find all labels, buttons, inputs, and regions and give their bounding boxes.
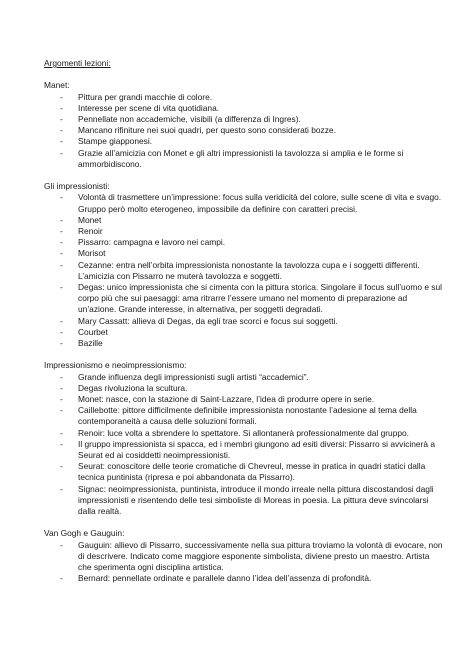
list-item-text: Bernard: pennellate ordinate e parallele danno l’idea dell’assenza di profondità. — [78, 573, 372, 584]
bullet-dash: - — [60, 427, 63, 438]
list-item-text: Pittura per grandi macchie di colore. — [78, 91, 213, 102]
bullet-list — [44, 372, 444, 518]
section-title: Manet: — [44, 80, 70, 91]
bullet-dash: - — [60, 539, 63, 550]
list-item-text: Renoir — [78, 226, 103, 237]
list-item-text: Monet — [78, 214, 102, 225]
section — [44, 80, 444, 170]
list-item — [44, 338, 444, 349]
list-item — [44, 461, 444, 483]
bullet-dash: - — [60, 91, 63, 102]
list-item-text: Interesse per scene di vita quotidiana. — [78, 102, 220, 113]
section-title: Van Gogh e Gauguin: — [44, 528, 125, 539]
list-item-text: Pennellate non accademiche, visibili (a differenza di Ingres). — [78, 114, 301, 124]
list-item — [44, 226, 444, 237]
section-title: Impressionismo e neoimpressionismo: — [44, 360, 187, 371]
bullet-dash: - — [60, 259, 63, 270]
bullet-dash: - — [60, 136, 63, 147]
bullet-dash: - — [60, 326, 63, 337]
list-item — [44, 540, 444, 574]
list-item-text: Volontà di trasmettere un’impressione: focus sulla veridicità del colore, sulle scene di vita e svago. Gruppo però molto eterogeneo, impossibile da definire con caratteri precisi. — [78, 192, 442, 214]
document-page — [44, 58, 444, 596]
bullet-list — [44, 540, 444, 585]
bullet-dash: - — [60, 405, 63, 416]
list-item — [44, 282, 444, 316]
list-item-text: Seurat: conoscitore delle teorie cromatiche di Chevreul, messe in pratica in quadri statici dalla tecnica puntinista (ripresa e poi abbandonata da Pissarro). — [78, 461, 426, 483]
bullet-dash: - — [60, 237, 63, 248]
list-item — [44, 92, 444, 103]
list-item-text: Bazille — [78, 338, 103, 349]
bullet-dash: - — [60, 114, 63, 124]
list-item — [44, 573, 444, 584]
bullet-dash: - — [60, 394, 63, 405]
list-item — [44, 394, 444, 405]
list-item — [44, 260, 444, 282]
list-item — [44, 237, 444, 248]
list-item — [44, 215, 444, 226]
list-item — [44, 103, 444, 114]
list-item — [44, 484, 444, 518]
bullet-dash: - — [60, 226, 63, 237]
document-heading: Argomenti lezioni: — [44, 58, 111, 68]
list-item — [44, 148, 444, 170]
list-item — [44, 405, 444, 427]
list-item-text: Mancano rifiniture nei suoi quadri, per questo sono considerati bozze. — [78, 125, 336, 136]
bullet-dash: - — [60, 338, 63, 349]
list-item — [44, 125, 444, 136]
list-item-text: Courbet — [78, 326, 108, 337]
list-item-text: Gauguin: allievo di Pissarro, successivamente nella sua pittura troviamo la volontà di evocare, non di descrivere. Indicato come maggiore esponente simbolista, diviene presto un maestro. Artista che sperimenta ogni disciplina artistica. — [78, 539, 443, 573]
list-item-text: Cezanne: entra nell’orbita impressionista nonostante la tavolozza cupa e i soggetti differenti. L’amicizia con Pissarro ne muterà tavolozza e soggetti. — [78, 259, 420, 281]
list-item-text: Renoir: luce volta a sbrendere lo spettatore. Si allontanerà professionalmente dal gruppo. — [78, 427, 410, 438]
list-item — [44, 248, 444, 259]
list-item-text: Degas: unico impressionista che si cimenta con la pittura storica. Singolare il focus sull’uomo e sul corpo più che sui paesaggi: ama ritrarre l’essere umano nel momento di preparazione ad un’azione. Grande interesse, in alternativa, per soggetti degradati. — [78, 282, 443, 315]
list-item — [44, 136, 444, 147]
list-item — [44, 192, 444, 214]
bullet-dash: - — [60, 248, 63, 259]
section — [44, 528, 444, 584]
sections-container — [44, 80, 444, 584]
list-item-text: Caillebotte: pittore difficilmente definibile impressionista nonostante l’adesione al tema della contemporaneità a causa delle soluzioni formali. — [78, 405, 417, 427]
bullet-dash: - — [60, 573, 63, 584]
list-item-text: Mary Cassatt: allieva di Degas, da egli trae scorci e focus sui soggetti. — [78, 315, 338, 326]
list-item-text: Grande influenza degli impressionisti sugli artisti “accademici”. — [78, 371, 309, 382]
section-title: Gli impressionisti: — [44, 181, 110, 192]
list-item-text: Grazie all’amicizia con Monet e gli altri impressionisti la tavolozza si amplia e le forme si ammorbidiscono. — [78, 147, 404, 169]
bullet-dash: - — [60, 102, 63, 113]
list-item-text: Stampe giapponesi. — [78, 136, 153, 147]
list-item — [44, 372, 444, 383]
bullet-dash: - — [60, 438, 63, 449]
bullet-dash: - — [60, 315, 63, 326]
list-item-text: Morisot — [78, 248, 106, 259]
bullet-dash: - — [60, 125, 63, 136]
list-item-text: Il gruppo impressionista si spacca, ed i membri giungono ad esiti diversi: Pissarro si avvicinerà a Seurat ed ai cosiddetti neoimpressionisti. — [78, 438, 436, 461]
bullet-list — [44, 192, 444, 349]
list-item — [44, 383, 444, 394]
bullet-dash: - — [60, 147, 63, 158]
list-item — [44, 428, 444, 439]
bullet-dash: - — [60, 382, 63, 393]
list-item-text: Monet: nasce, con la stazione di Saint-Lazzare, l’idea di produrre opere in serie. — [78, 394, 375, 405]
list-item — [44, 114, 444, 125]
bullet-dash: - — [60, 483, 63, 494]
list-item — [44, 316, 444, 327]
bullet-dash: - — [60, 371, 63, 382]
list-item — [44, 439, 444, 461]
bullet-dash: - — [60, 192, 63, 203]
list-item — [44, 327, 444, 338]
bullet-dash: - — [60, 461, 63, 472]
bullet-list — [44, 92, 444, 170]
section — [44, 181, 444, 349]
list-item-text: Pissarro: campagna e lavoro nei campi. — [78, 237, 226, 248]
list-item-text: Degas rivoluziona la scultura. — [78, 382, 188, 393]
bullet-dash: - — [60, 214, 63, 225]
section — [44, 360, 444, 517]
bullet-dash: - — [60, 282, 63, 293]
list-item-text: Signac: neoimpressionista, puntinista, introduce il mondo irreale nella pittura discostandosi dagli impressionisti e risentendo delle tesi simboliste di Moreas in poesia. La pittura deve svincolarsi dalla realtà. — [78, 483, 434, 517]
